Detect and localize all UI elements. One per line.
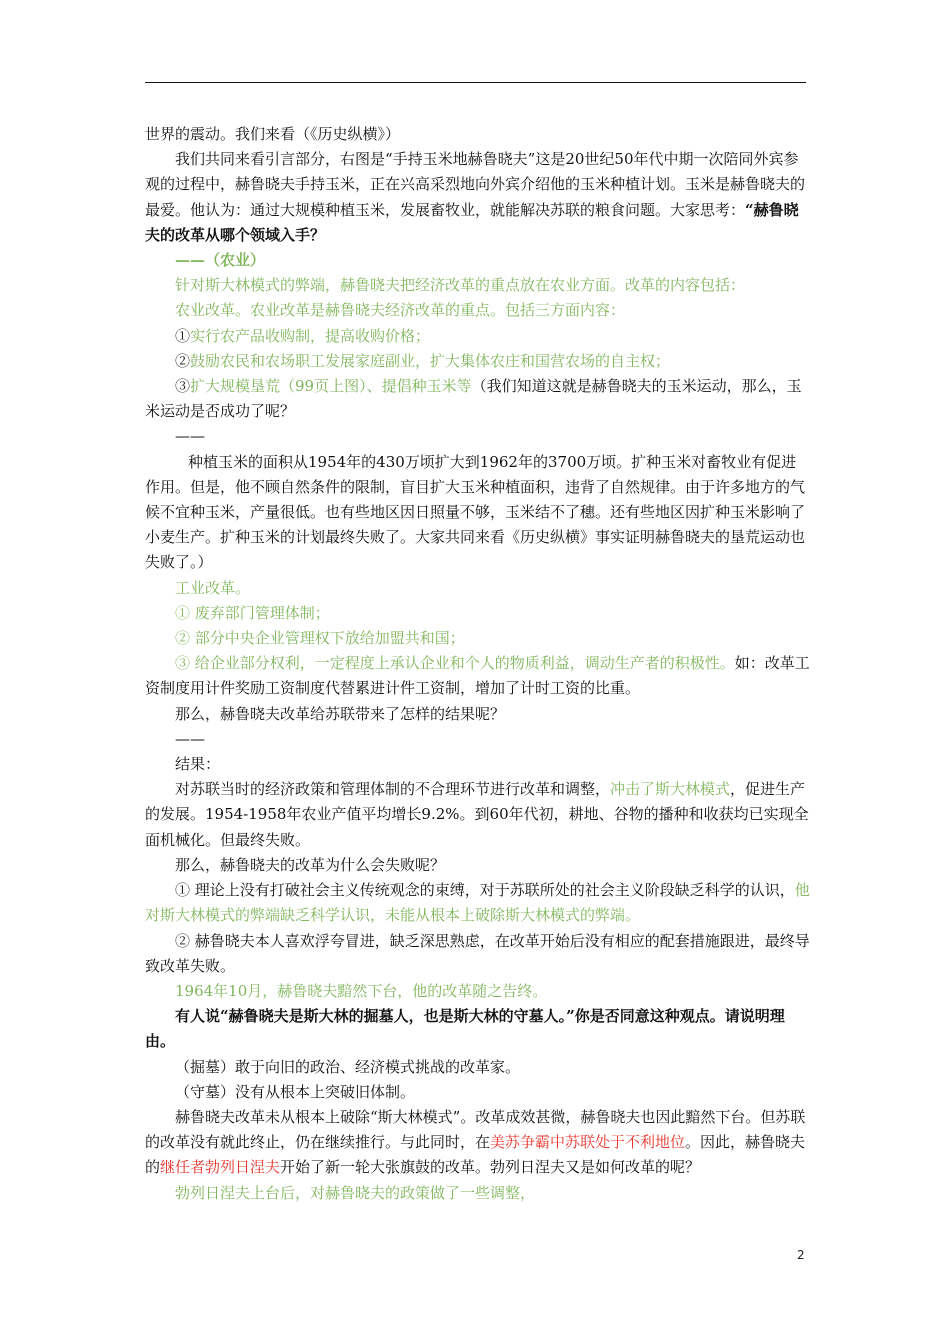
paragraph: 1964年10月，赫鲁晓夫黯然下台，他的改革随之告终。 [175,981,548,1000]
paragraph: 我们共同来看引言部分，右图是“手持玉米地赫鲁晓夫”这是20世纪50年代中期一次陪同外宾参观的过程中，赫鲁晓夫手持玉米，正在兴高采烈地向外宾介绍他的玉米种植计划。玉米是赫鲁晓夫的最爱。他认为：通过大规模种植玉米，发展畜牧业，就能解决苏联的粮食问题。大家思考：“赫鲁晓夫的改革从哪个领域入手？ [145,150,806,244]
paragraph: 针对斯大林模式的弊端，赫鲁晓夫把经济改革的重点放在农业方面。改革的内容包括： [175,276,746,295]
list-item: ② 赫鲁晓夫本人喜欢浮夸冒进，缺乏深思熟虑，在改革开始后没有相应的配套措施跟进，最终导致改革失败。 [145,931,810,975]
paragraph: 结果： [175,755,221,774]
paragraph: 工业改革。 [175,578,251,597]
list-item: ③扩大规模垦荒（99页上图）、提倡种玉米等（我们知道这就是赫鲁晓夫的玉米运动，那么，玉米运动是否成功了呢？ [145,377,802,421]
paragraph: 赫鲁晓夫改革未从根本上破除“斯大林模式”。改革成效甚微，赫鲁晓夫也因此黯然下台。但苏联的改革没有就此终止，仍在继续推行。与此同时，在美苏争霸中苏联处于不利地位。因此，赫鲁晓夫的继任者勃列日涅夫开始了新一轮大张旗鼓的改革。勃列日涅夫又是如何改革的呢？ [145,1107,806,1177]
list-item: ① 废弃部门管理体制； [175,603,330,622]
paragraph: ——（农业） [175,251,266,270]
list-item: ①实行农产品收购制，提高收购价格； [175,326,431,345]
paragraph: 那么，赫鲁晓夫改革给苏联带来了怎样的结果呢？ [175,704,506,723]
paragraph: —— [175,729,205,748]
page-number: 2 [797,1248,805,1262]
header-rule [145,82,806,83]
list-item: ②鼓励农民和农场职工发展家庭副业，扩大集体农庄和国营农场的自主权； [175,351,671,370]
paragraph: 勃列日涅夫上台后，对赫鲁晓夫的政策做了一些调整， [175,1183,536,1202]
list-item: ① 理论上没有打破社会主义传统观念的束缚，对于苏联所处的社会主义阶段缺乏科学的认识，他对斯大林模式的弊端缺乏科学认识，未能从根本上破除斯大林模式的弊端。 [145,881,810,925]
list-item: ② 部分中央企业管理权下放给加盟共和国； [175,629,465,648]
paragraph: 世界的震动。我们来看（《历史纵横》） [145,125,401,143]
paragraph: 对苏联当时的经济政策和管理体制的不合理环节进行改革和调整，冲击了斯大林模式，促进生产的发展。1954-1958年农业产值平均增长9.2%。到60年代初，耕地、谷物的播种和收获均已实现全面机械化。但最终失败。 [145,780,809,849]
paragraph: （掘墓）敢于向旧的政治、经济模式挑战的改革家。 [175,1057,521,1076]
document-body [145,122,810,1206]
list-item: ③ 给企业部分权利，一定程度上承认企业和个人的物质利益，调动生产者的积极性。如：改革工资制度用计件奖励工资制度代替累进计件工资制，增加了计时工资的比重。 [145,654,810,698]
paragraph: 种植玉米的面积从1954年的430万顷扩大到1962年的3700万顷。扩种玉米对畜牧业有促进作用。但是，他不顾自然条件的限制，盲目扩大玉米种植面积，违背了自然规律。由于许多地方的气候不宜种玉米，产量很低。也有些地区因日照量不够，玉米结不了穗。还有些地区因扩种玉米影响了小麦生产。扩种玉米的计划最终失败了。大家共同来看《历史纵横》事实证明赫鲁晓夫的垦荒运动也失败了。） [145,452,806,572]
question: 有人说“赫鲁晓夫是斯大林的掘墓人，也是斯大林的守墓人。”你是否同意这种观点。请说明理由。 [145,1007,785,1051]
paragraph: —— [175,427,205,446]
paragraph: （守墓）没有从根本上突破旧体制。 [175,1082,416,1101]
paragraph: 农业改革。农业改革是赫鲁晓夫经济改革的重点。包括三方面内容： [175,301,626,320]
paragraph: 那么，赫鲁晓夫的改革为什么会失败呢？ [175,855,446,874]
